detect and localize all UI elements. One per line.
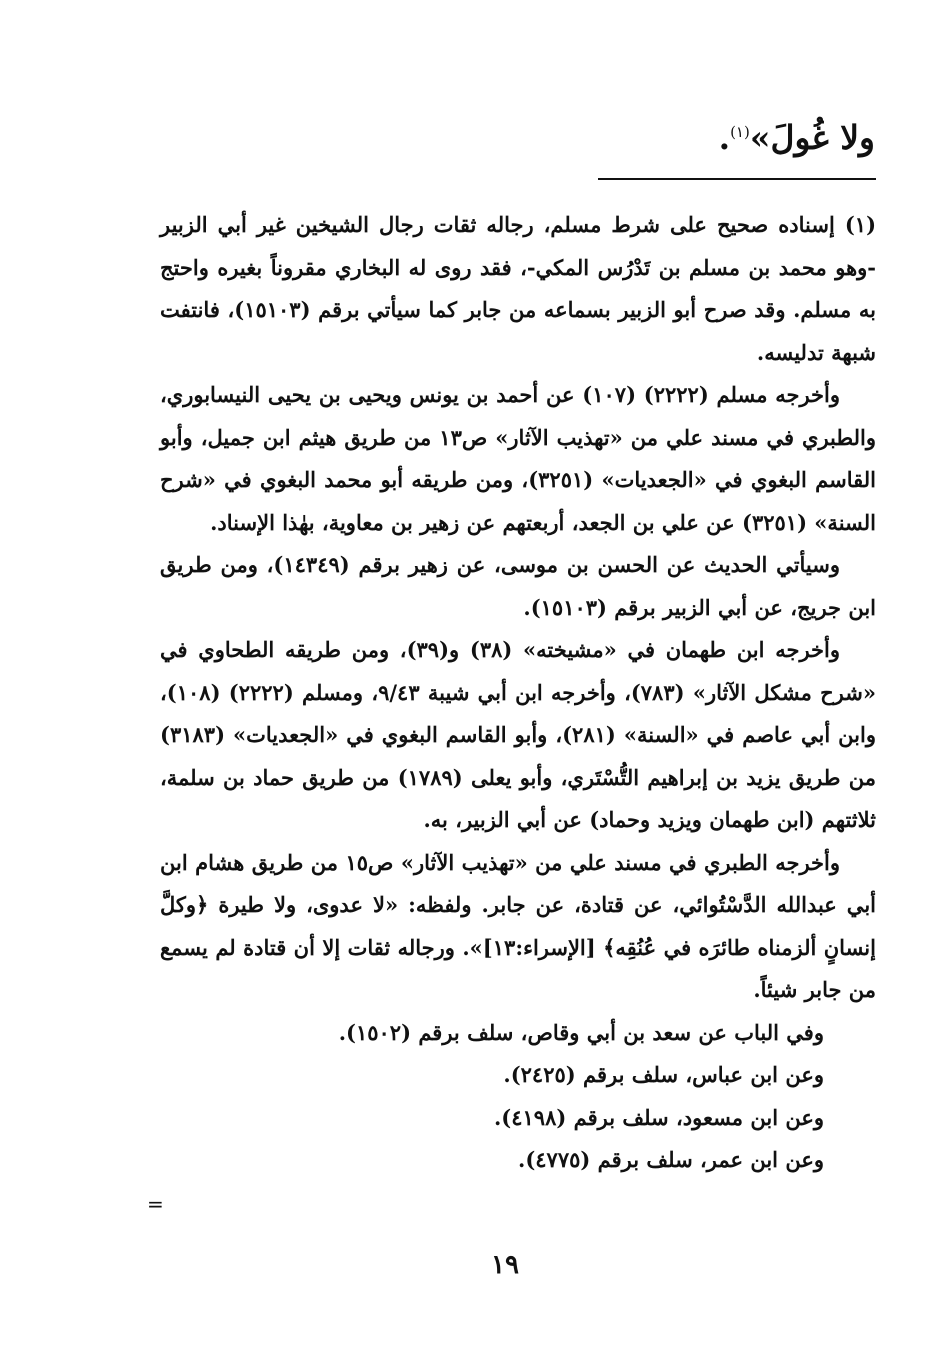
cross-reference-line: وعن ابن عباس، سلف برقم (٢٤٢٥). (503, 1062, 824, 1087)
cross-reference-line: وعن ابن مسعود، سلف برقم (٤١٩٨). (493, 1104, 824, 1130)
footnote-paragraph-2: وأخرجه مسلم (٢٢٢٢) (١٠٧) عن أحمد بن يونس ويحيى بن يحيى النيسابوري، والطبري في مسند علي من «تهذيب الآثار» ص١٣ من طريق هيثم ابن جميل، وأبو القاسم البغوي في «الجعديات» (٣٢٥١)، ومن طريقه أبو محمد البغوي في «شرح السنة» (٣٢٥١) عن علي بن الجعد، أربعتهم عن زهير بن معاوية، بهٰذا الإسناد. (160, 382, 876, 535)
footnote-paragraph-5: وأخرجه الطبري في مسند علي من «تهذيب الآثار» ص١٥ من طريق هشام ابن أبي عبدالله الدَّسْتُوائي، عن قتادة، عن جابر. ولفظه: «لا عدوى، ولا طيرة ﴿وكلَّ إنسانٍ ألزمناه طائرَه في عُنُقِه﴾ [الإسراء:١٣]». ورجاله ثقات إلا أن قتادة لم يسمع من جابر شيئاً. (160, 849, 876, 1002)
footnote-paragraph-3: وسيأتي الحديث عن الحسن بن موسى، عن زهير برقم (١٤٣٤٩)، ومن طريق ابن جريج، عن أبي الزبير برقم (١٥١٠٣). (160, 552, 876, 620)
footnote-paragraph-4: وأخرجه ابن طهمان في «مشيخته» (٣٨) و(٣٩)، ومن طريقه الطحاوي في «شرح مشكل الآثار» (٧٨٣)، وأخرجه ابن أبي شيبة ٩/٤٣، ومسلم (٢٢٢٢) (١٠٨)، وابن أبي عاصم في «السنة» (٢٨١)، وأبو القاسم البغوي في «الجعديات» (٣١٨٣) من طريق يزيد بن إبراهيم التُّسْتَري، وأبو يعلى (١٧٨٩) من طريق حماد بن سلمة، ثلاثتهم (ابن طهمان ويزيد وحماد) عن أبي الزبير، به. (160, 637, 876, 832)
page-number: ١٩ (491, 1250, 519, 1280)
footnote-separator-rule (598, 178, 876, 180)
footnotes-section (160, 204, 876, 1182)
main-text-line (575, 118, 875, 157)
main-text-end-punctuation: . (718, 118, 731, 157)
cross-reference-line: وعن ابن عمر، سلف برقم (٤٧٧٥). (518, 1147, 824, 1172)
main-text: ولا غُولَ» (749, 118, 875, 157)
cross-reference-list (160, 1012, 876, 1182)
footnote-reference: (١) (730, 123, 750, 141)
footnote-paragraph-1: (١) إسناده صحيح على شرط مسلم، رجاله ثقات رجال الشيخين غير أبي الزبير -وهو محمد بن مسلم بن تَدْرُس المكي-، فقد روى له البخاري مقروناً بغيره واحتج به مسلم. وقد صرح أبو الزبير بسماعه من جابر كما سيأتي برقم (١٥١٠٣)، فانتفت شبهة تدليسه. (160, 212, 876, 365)
cross-reference-line: وفي الباب عن سعد بن أبي وقاص، سلف برقم (١٥٠٢). (338, 1019, 824, 1045)
continuation-mark: = (147, 1192, 164, 1216)
